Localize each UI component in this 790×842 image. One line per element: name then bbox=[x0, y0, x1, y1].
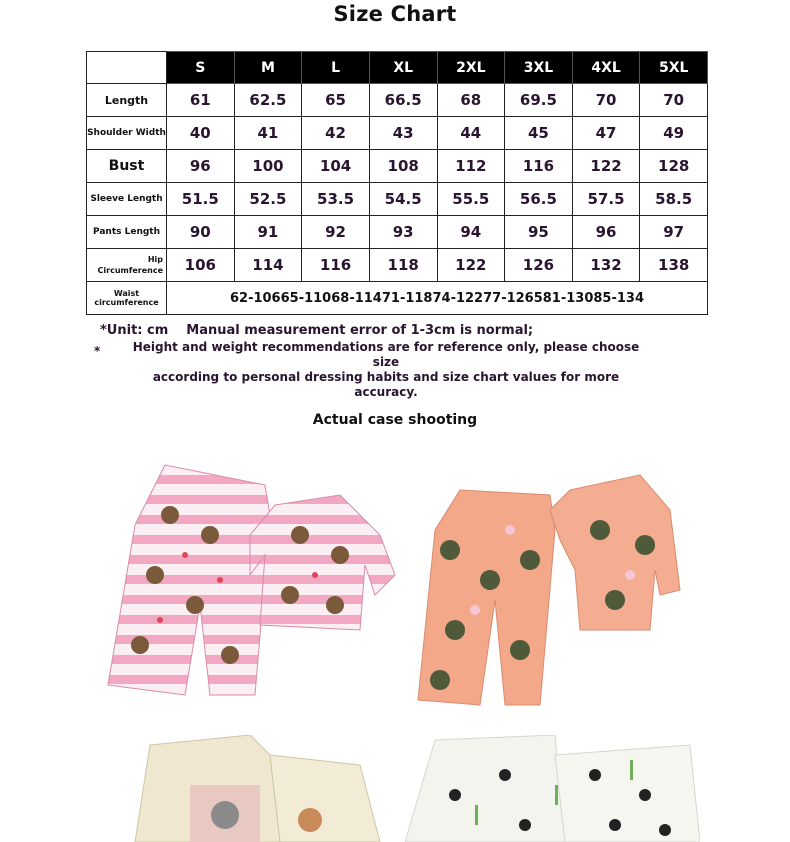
table-cell: 116 bbox=[505, 150, 573, 183]
table-cell: 100 bbox=[234, 150, 302, 183]
table-cell: 95 bbox=[505, 216, 573, 249]
table-cell: 122 bbox=[572, 150, 640, 183]
pajama-photo-peach bbox=[410, 470, 700, 715]
table-row bbox=[87, 117, 708, 150]
table-cell: 92 bbox=[302, 216, 370, 249]
table-row bbox=[87, 216, 708, 249]
panda-pajama-image bbox=[405, 735, 700, 842]
table-cell: 122 bbox=[437, 249, 505, 282]
table-cell: 70 bbox=[640, 84, 708, 117]
table-cell: 108 bbox=[369, 150, 437, 183]
table-cell: 90 bbox=[167, 216, 235, 249]
table-cell: 47 bbox=[572, 117, 640, 150]
photos-heading: Actual case shooting bbox=[312, 412, 478, 428]
table-cell: 91 bbox=[234, 216, 302, 249]
table-cell: 57.5 bbox=[572, 183, 640, 216]
table-cell: 61 bbox=[167, 84, 235, 117]
table-cell: 49 bbox=[640, 117, 708, 150]
table-cell: 45 bbox=[505, 117, 573, 150]
row-label: Bust bbox=[87, 150, 167, 183]
table-cell: 126 bbox=[505, 249, 573, 282]
table-row bbox=[87, 183, 708, 216]
pink-pajama-image bbox=[100, 455, 400, 705]
size-header: XL bbox=[369, 52, 437, 84]
size-header: 2XL bbox=[437, 52, 505, 84]
table-cell: 44 bbox=[437, 117, 505, 150]
header-corner bbox=[87, 52, 167, 84]
table-cell: 70 bbox=[572, 84, 640, 117]
cream-pajama-image bbox=[130, 735, 390, 842]
row-label: Hip Circumference bbox=[87, 249, 167, 282]
table-row bbox=[87, 249, 708, 282]
table-cell: 96 bbox=[572, 216, 640, 249]
size-chart-table bbox=[86, 51, 708, 315]
row-label: Length bbox=[87, 84, 167, 117]
table-cell: 132 bbox=[572, 249, 640, 282]
recommend-line-2: according to personal dressing habits and size chart values for more accuracy. bbox=[152, 370, 620, 399]
pajama-photo-cream bbox=[130, 735, 390, 842]
unit-note bbox=[100, 323, 533, 338]
table-cell: 128 bbox=[640, 150, 708, 183]
size-header: L bbox=[302, 52, 370, 84]
table-cell: 51.5 bbox=[167, 183, 235, 216]
table-cell: 54.5 bbox=[369, 183, 437, 216]
table-cell: 96 bbox=[167, 150, 235, 183]
table-cell: 106 bbox=[167, 249, 235, 282]
table-row bbox=[87, 84, 708, 117]
table-cell: 65 bbox=[302, 84, 370, 117]
waist-values: 62-10665-11068-11471-11874-12277-126581-13085-134 bbox=[167, 282, 708, 315]
size-header: 4XL bbox=[572, 52, 640, 84]
table-cell: 93 bbox=[369, 216, 437, 249]
peach-pajama-image bbox=[410, 470, 700, 715]
recommend-line-1: Height and weight recommendations are for reference only, please choose size bbox=[132, 340, 640, 369]
size-header: M bbox=[234, 52, 302, 84]
table-cell: 94 bbox=[437, 216, 505, 249]
table-cell: 66.5 bbox=[369, 84, 437, 117]
table-cell: 104 bbox=[302, 150, 370, 183]
table-cell: 52.5 bbox=[234, 183, 302, 216]
table-cell: 43 bbox=[369, 117, 437, 150]
pajama-photo-pink bbox=[100, 455, 400, 705]
row-label: Shoulder Width bbox=[87, 117, 167, 150]
row-label: Waist circumference bbox=[87, 282, 167, 315]
table-cell: 116 bbox=[302, 249, 370, 282]
pajama-photo-panda bbox=[405, 735, 700, 842]
table-cell: 58.5 bbox=[640, 183, 708, 216]
table-cell: 69.5 bbox=[505, 84, 573, 117]
table-cell: 42 bbox=[302, 117, 370, 150]
size-header-row bbox=[87, 52, 708, 84]
unit-text: *Unit: cm bbox=[100, 323, 169, 338]
table-cell: 112 bbox=[437, 150, 505, 183]
table-cell: 62.5 bbox=[234, 84, 302, 117]
error-text: Manual measurement error of 1-3cm is normal; bbox=[186, 323, 534, 338]
size-header: 3XL bbox=[505, 52, 573, 84]
size-header: 5XL bbox=[640, 52, 708, 84]
table-cell: 68 bbox=[437, 84, 505, 117]
table-cell: 138 bbox=[640, 249, 708, 282]
row-label: Pants Length bbox=[87, 216, 167, 249]
page-title: Size Chart bbox=[333, 2, 457, 26]
star-mark: * bbox=[94, 344, 101, 358]
table-cell: 114 bbox=[234, 249, 302, 282]
table-cell: 40 bbox=[167, 117, 235, 150]
table-cell: 118 bbox=[369, 249, 437, 282]
table-row bbox=[87, 150, 708, 183]
recommendation-note bbox=[94, 340, 694, 400]
table-cell: 41 bbox=[234, 117, 302, 150]
size-header: S bbox=[167, 52, 235, 84]
waist-row bbox=[87, 282, 708, 315]
table-cell: 55.5 bbox=[437, 183, 505, 216]
row-label: Sleeve Length bbox=[87, 183, 167, 216]
table-cell: 56.5 bbox=[505, 183, 573, 216]
table-cell: 97 bbox=[640, 216, 708, 249]
table-cell: 53.5 bbox=[302, 183, 370, 216]
